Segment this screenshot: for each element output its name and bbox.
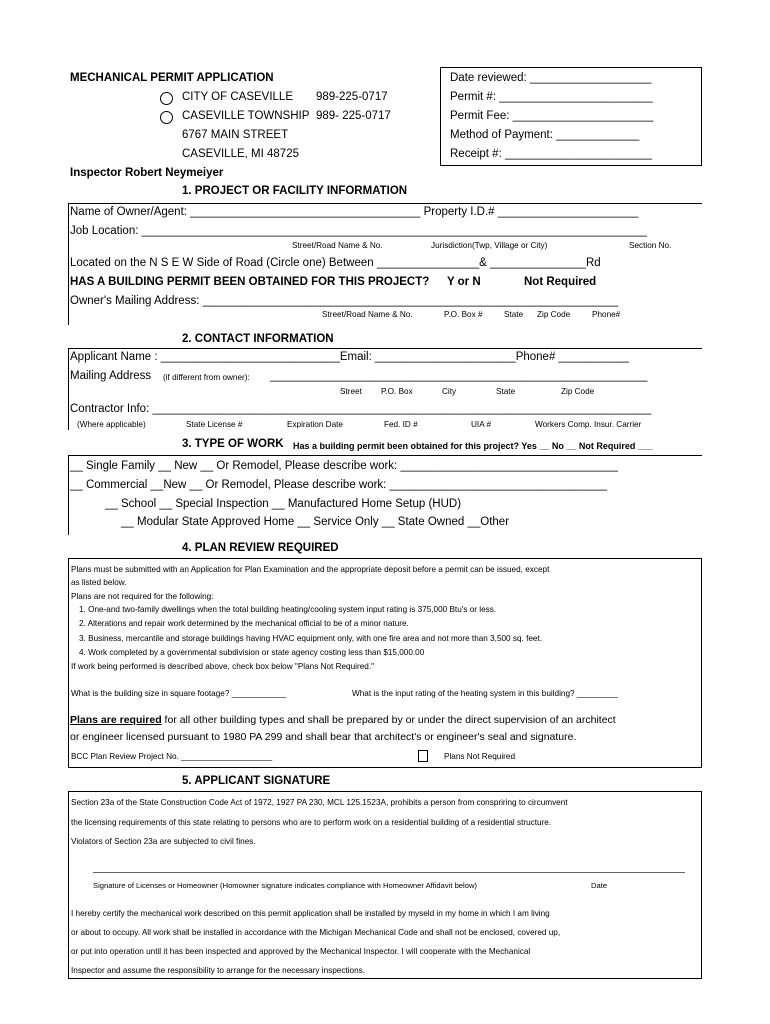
plans-not-required-label: Plans Not Required	[444, 752, 515, 761]
plan-item-3: 3. Business, mercantile and storage buildings having HVAC equipment only, with one fire area and not more than 3,500 sq. feet.	[79, 634, 543, 643]
located-field[interactable]: Located on the N S E W Side of Road (Circle one) Between ________________& _______________Rd	[70, 257, 601, 269]
contractor-license: State License #	[186, 420, 243, 429]
plan-text-2: Plans are not required for the following:	[71, 592, 214, 601]
plan-text-3: If work being performed is described above, check box below "Plans Not Required."	[71, 662, 374, 671]
section3-heading: 3. TYPE OF WORK	[182, 438, 284, 450]
sig-text-2: the licensing requirements of this state relating to persons who are to perform work on a residential building of a residential structure.	[71, 818, 552, 827]
job-sub-jurisdiction: Jurisdiction(Twp, Village or City)	[431, 241, 548, 250]
radio-township[interactable]	[160, 111, 173, 124]
work-row-commercial[interactable]: __ Commercial __New __ Or Remodel, Please describe work: __________________________________	[70, 479, 608, 491]
section2-heading: 2. CONTACT INFORMATION	[182, 333, 334, 345]
job-sub-street: Street/Road Name & No.	[292, 241, 383, 250]
section1-heading: 1. PROJECT OR FACILITY INFORMATION	[182, 185, 408, 197]
mail-sub-phone: Phone#	[592, 310, 621, 319]
cert-text-1: I hereby certify the mechanical work described on this permit application shall be installed by myseld in my home in which I am living	[71, 909, 550, 918]
plans-required-text2: or engineer licensed pursuant to 1980 PA 299 and shall bear that architect's or engineer's seal and signature.	[70, 731, 577, 743]
payment-method-field[interactable]: Method of Payment: _____________	[450, 129, 640, 141]
township-phone: 989- 225-0717	[316, 110, 391, 122]
city-label: CITY OF CASEVILLE	[182, 91, 293, 103]
plan-text-1b: as listed below.	[71, 578, 127, 587]
owner-mailing-field[interactable]: Owner's Mailing Address: _________________________________________________________________	[70, 295, 619, 307]
work-row-school[interactable]: __ School __ Special Inspection __ Manufactured Home Setup (HUD)	[105, 498, 462, 510]
plans-required-paragraph	[70, 714, 616, 726]
contractor-workers-comp: Workers Comp. Insur. Carrier	[535, 420, 642, 429]
mail-sub-zip: Zip Code	[537, 310, 571, 319]
address-line2: CASEVILLE, MI 48725	[182, 148, 299, 160]
work-row-single-family[interactable]: __ Single Family __ New __ Or Remodel, Please describe work: __________________________________	[70, 460, 618, 472]
section4-heading: 4. PLAN REVIEW REQUIRED	[182, 542, 339, 554]
section2-top-rule	[68, 348, 702, 349]
signature-caption: Signature of Licenses or Homeowner (Homowner signature indicates compliance with Homeowner Affidavit below)	[93, 881, 477, 890]
receipt-number-field[interactable]: Receipt #: _______________________	[450, 148, 653, 160]
mail2-sub-street: Street	[340, 387, 362, 396]
job-sub-section: Section No.	[629, 241, 672, 250]
contractor-fed-id: Fed. ID #	[384, 420, 418, 429]
contractor-field[interactable]: Contractor Info: ______________________________________________________________________________	[70, 403, 652, 415]
mail-sub-street: Street/Road Name & No.	[322, 310, 413, 319]
cert-text-4: Inspector and assume the responsibility to arrange for the necessary inspections.	[71, 966, 365, 975]
job-location-field[interactable]: Job Location: _______________________________________________________________________________	[70, 225, 647, 237]
heating-rating-field[interactable]: What is the input rating of the heating system in this building? _________	[352, 689, 618, 698]
plans-not-required-checkbox[interactable]	[418, 750, 428, 762]
radio-city[interactable]	[160, 92, 173, 105]
section2-left-rule	[68, 348, 69, 430]
plan-item-4: 4. Work completed by a governmental subdivision or state agency costing less than $15,000.00	[79, 648, 425, 657]
section5-heading: 5. APPLICANT SIGNATURE	[182, 775, 331, 787]
contractor-expiration: Expiration Date	[287, 420, 343, 429]
section3-left-rule	[68, 455, 69, 535]
address-line1: 6767 MAIN STREET	[182, 129, 289, 141]
date-caption: Date	[591, 881, 608, 890]
date-reviewed-field[interactable]: Date reviewed: ___________________	[450, 72, 652, 84]
plans-required-text: for all other building types and shall be prepared by or under the direct supervision of an architect	[161, 714, 616, 726]
building-permit-question: HAS A BUILDING PERMIT BEEN OBTAINED FOR THIS PROJECT?	[70, 276, 430, 288]
mail2-sub-zip: Zip Code	[561, 387, 595, 396]
inspector-name: Inspector Robert Neymeiyer	[70, 167, 224, 179]
building-size-field[interactable]: What is the building size in square footage? ____________	[71, 689, 287, 698]
owner-field[interactable]: Name of Owner/Agent: ____________________________________ Property I.D.# ______________________	[70, 206, 639, 218]
mail2-sub-city: City	[442, 387, 457, 396]
signature-line[interactable]	[93, 872, 685, 873]
section3-question[interactable]: Has a building permit been obtained for this project? Yes __ No __ Not Required ___	[293, 441, 653, 451]
section3-top-rule	[68, 455, 702, 456]
mailing-label: Mailing Address	[70, 370, 152, 382]
city-phone: 989-225-0717	[316, 91, 388, 103]
section1-top-rule	[68, 203, 702, 204]
cert-text-2: or about to occupy. All work shall be installed in accordance with the Michigan Mechanical Code and shall not be enclosed, covered up,	[71, 928, 561, 937]
mailing-note: (if different from owner):	[163, 373, 250, 382]
applicant-field[interactable]: Applicant Name : ____________________________Email: ______________________Phone# ___________	[70, 351, 629, 363]
work-row-modular[interactable]: __ Modular State Approved Home __ Service Only __ State Owned __Other	[121, 516, 510, 528]
plan-item-2: 2. Alterations and repair work determined by the mechanical official to be of a minor nature.	[79, 619, 409, 628]
township-label: CASEVILLE TOWNSHIP	[182, 110, 310, 122]
sig-text-1: Section 23a of the State Construction Code Act of 1972, 1927 PA 230, MCL 125.1523A, prohibits a person from conspriring to circumvent	[71, 798, 568, 807]
plan-text-1a: Plans must be submitted with an Application for Plan Examination and the appropriate deposit before a permit can be issued, except	[71, 565, 550, 574]
contractor-uia: UIA #	[471, 420, 492, 429]
plans-required-label: Plans are required	[70, 714, 162, 726]
permit-y-or-n[interactable]: Y or N	[447, 276, 481, 288]
mail2-sub-po: P.O. Box	[381, 387, 413, 396]
contractor-where: (Where applicable)	[77, 420, 146, 429]
permit-not-required[interactable]: Not Required	[524, 276, 597, 288]
mail2-sub-state: State	[496, 387, 516, 396]
plan-item-1: 1. One-and two-family dwellings when the total building heating/cooling system input rating is 375,000 Btu's or less.	[79, 605, 497, 614]
permit-number-field[interactable]: Permit #: ________________________	[450, 91, 653, 103]
section1-left-rule	[68, 203, 69, 325]
sig-text-3: Violators of Section 23a are subjected to civil fines.	[71, 837, 256, 846]
mail-sub-po: P.O. Box #	[444, 310, 483, 319]
form-title: MECHANICAL PERMIT APPLICATION	[70, 72, 274, 84]
mailing-field[interactable]: ___________________________________________________________	[270, 370, 648, 382]
bcc-project-field[interactable]: BCC Plan Review Project No. ____________________	[71, 752, 273, 761]
mail-sub-state: State	[504, 310, 524, 319]
cert-text-3: or put into operation until it has been inspected and approved by the Mechanical Inspector. I will cooperate with the Mechanical	[71, 947, 531, 956]
permit-fee-field[interactable]: Permit Fee: ______________________	[450, 110, 654, 122]
